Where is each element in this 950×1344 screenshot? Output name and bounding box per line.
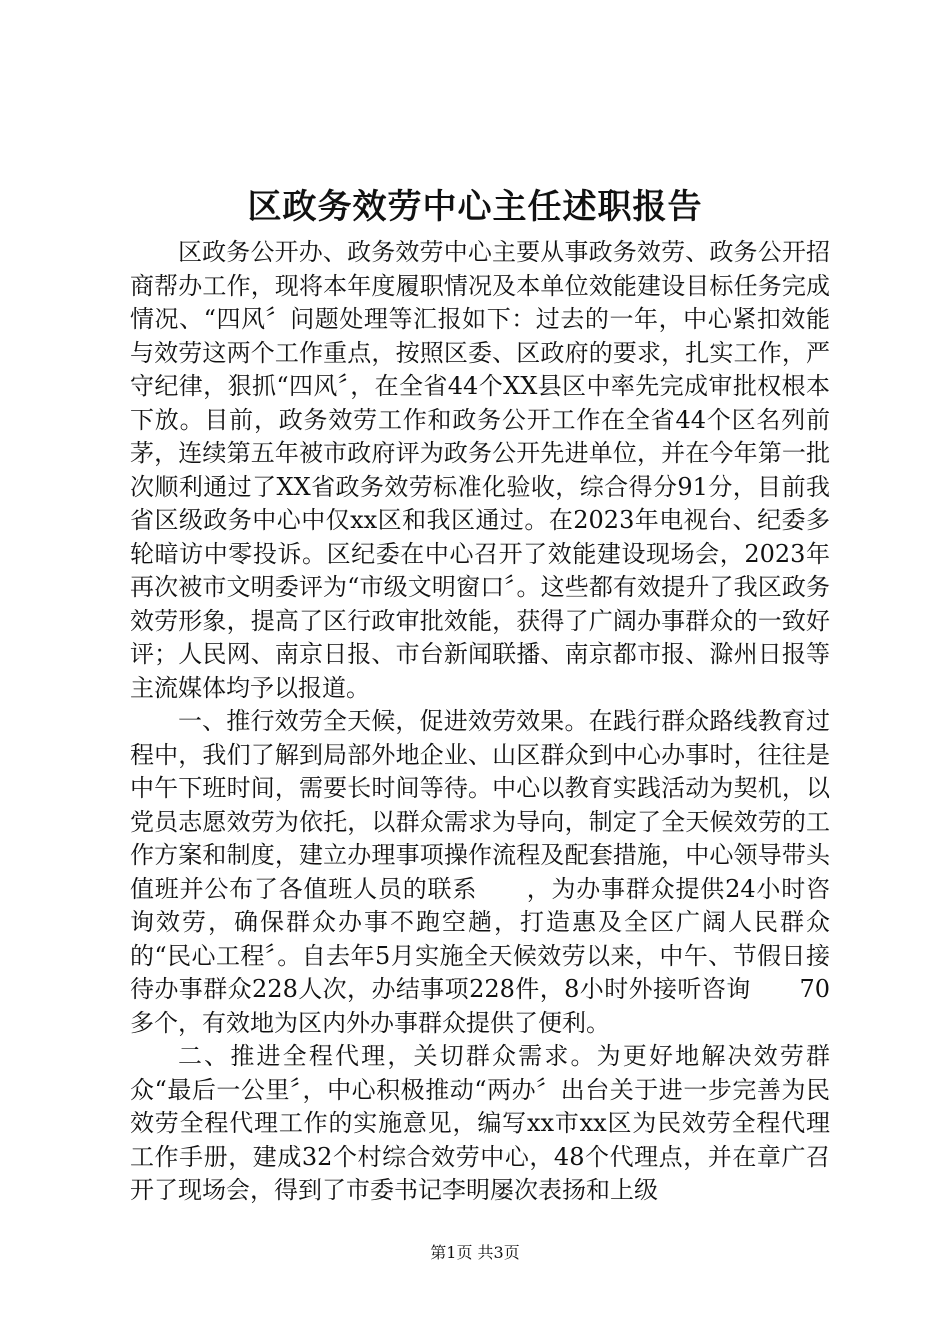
document-title: 区政务效劳中心主任述职报告 (247, 187, 703, 227)
paragraph-intro: 区政务公开办、政务效劳中心主要从事政务效劳、政务公开招商帮办工作，现将本年度履职情况及本单位效能建设目标任务完成情况、“四风〞问题处理等汇报如下：过去的一年，中心紧扣效能与效劳这两个工作重点，按照区委、区政府的要求，扎实工作，严守纪律，狠抓“四风〞，在全省44个XX县区中率先完成审批权根本下放。目前，政务效劳工作和政务公开工作在全省44个区名列前茅，连续第五年被市政府评为政务公开先进单位，并在今年第一批次顺利通过了XX省政务效劳标准化验收，综合得分91分，目前我省区级政务中心中仅xx区和我区通过。在2023年电视台、纪委多轮暗访中零投诉。区纪委在中心召开了效能建设现场会，2023年再次被市文明委评为“市级文明窗口〞。这些都有效提升了我区政务效劳形象，提高了区行政审批效能，获得了广阔办事群众的一致好评；人民网、南京日报、市台新闻联播、南京都市报、滁州日报等主流媒体均予以报道。 (130, 238, 830, 702)
page-footer: 第1页 共3页 (430, 1243, 520, 1262)
paragraph-section-1: 一、推行效劳全天候，促进效劳效果。在践行群众路线教育过程中，我们了解到局部外地企业、山区群众到中心办事时，往往是中午下班时间，需要长时间等待。中心以教育实践活动为契机，以党员志愿效劳为依托，以群众需求为导向，制定了全天候效劳的工作方案和制度，建立办理事项操作流程及配套措施，中心领导带头值班并公布了各值班人员的联系 ，为办事群众提供24小时咨询效劳，确保群众办事不跑空趟，打造惠及全区广阔人民群众的“民心工程〞。自去年5月实施全天候效劳以来，中午、节假日接待办事群众228人次，办结事项228件，8小时外接听咨询 70多个，有效地为区内外办事群众提供了便利。 (130, 707, 830, 1037)
document-body (130, 236, 830, 1208)
paragraph-section-2: 二、推进全程代理，关切群众需求。为更好地解决效劳群众“最后一公里〞，中心积极推动“两办〞出台关于进一步完善为民效劳全程代理工作的实施意见，编写xx市xx区为民效劳全程代理工作手册，建成32个村综合效劳中心，48个代理点，并在章广召开了现场会，得到了市委书记李明屡次表扬和上级 (130, 1042, 830, 1204)
